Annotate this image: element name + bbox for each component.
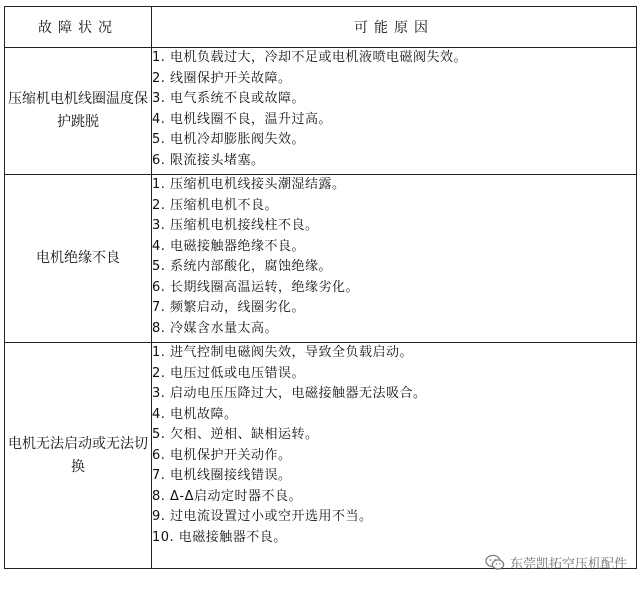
list-item: 5. 电机冷却膨胀阀失效。 [152, 132, 306, 147]
list-item: 6. 限流接头堵塞。 [152, 152, 265, 168]
list-item: 9. 过电流设置过小或空开选用不当。 [152, 509, 373, 524]
list-item: 1. 压缩机电机线接头潮湿结露。 [152, 177, 346, 192]
table-row [5, 343, 637, 569]
causes-cell [152, 175, 637, 343]
cause-list [152, 175, 636, 339]
list-item: 4. 电机故障。 [152, 406, 238, 422]
list-item: 7. 频繁启动，线圈劣化。 [152, 300, 306, 315]
list-item: 3. 电气系统不良或故障。 [152, 91, 306, 106]
list-item: 1. 进气控制电磁阀失效，导致全负载启动。 [152, 345, 414, 360]
header-causes: 可能原因 [152, 7, 637, 48]
causes-cell [152, 343, 637, 569]
list-item: 4. 电磁接触器绝缘不良。 [152, 238, 306, 254]
list-item: 2. 压缩机电机不良。 [152, 197, 279, 213]
list-item: 7. 电机线圈接线错误。 [152, 468, 292, 483]
table-row [5, 48, 637, 175]
causes-cell [152, 48, 637, 175]
watermark-text: 东莞凯拓空压机配件 [509, 557, 627, 572]
list-item: 4. 电机线圈不良，温升过高。 [152, 111, 333, 127]
list-item: 10. 电磁接触器不良。 [152, 529, 287, 545]
list-item: 2. 电压过低或电压错误。 [152, 365, 306, 381]
list-item: 8. 冷媒含水量太高。 [152, 320, 279, 336]
list-item: 1. 电机负载过大，冷却不足或电机液喷电磁阀失效。 [152, 50, 468, 65]
list-item: 2. 线圈保护开关故障。 [152, 70, 292, 86]
table-row [5, 175, 637, 343]
fault-table [4, 6, 637, 569]
header-condition: 故障状况 [5, 7, 152, 48]
condition-cell: 电机无法启动或无法切换 [5, 343, 152, 569]
condition-cell: 电机绝缘不良 [5, 175, 152, 343]
list-item: 8. Δ-Δ启动定时器不良。 [152, 488, 303, 504]
list-item: 3. 启动电压压降过大，电磁接触器无法吸合。 [152, 386, 427, 401]
cause-list [152, 48, 636, 171]
list-item: 6. 长期线圈高温运转，绝缘劣化。 [152, 279, 360, 295]
watermark [485, 553, 627, 572]
list-item: 6. 电机保护开关动作。 [152, 447, 292, 463]
cause-list [152, 343, 636, 548]
list-item: 5. 系统内部酸化，腐蚀绝缘。 [152, 259, 333, 274]
list-item: 3. 压缩机电机接线柱不良。 [152, 218, 319, 233]
table-header-row [5, 7, 637, 48]
list-item: 5. 欠相、逆相、缺相运转。 [152, 427, 319, 442]
condition-cell: 压缩机电机线圈温度保护跳脱 [5, 48, 152, 175]
wechat-logo-icon [485, 554, 505, 571]
